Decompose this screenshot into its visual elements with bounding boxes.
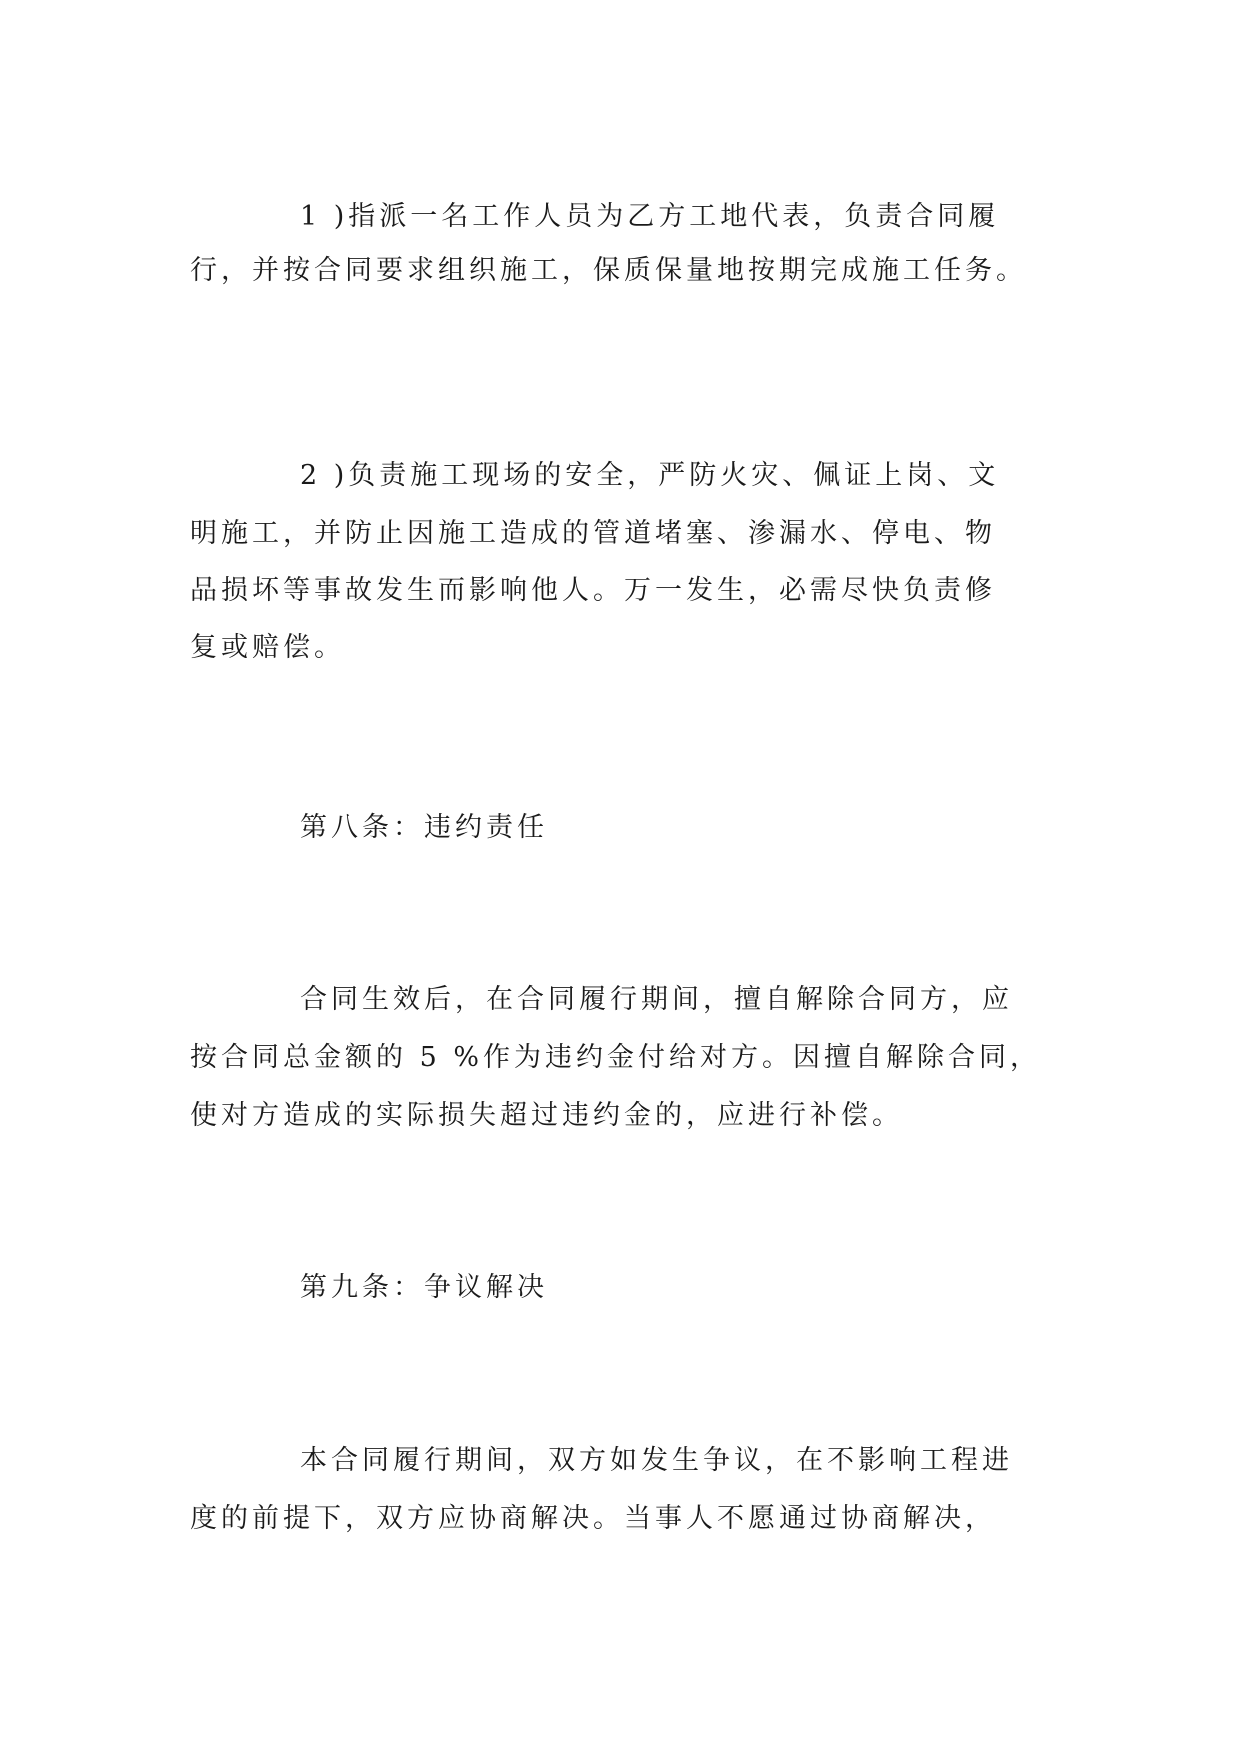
- text-line: 行，并按合同要求组织施工，保质保量地按期完成施工任务。: [190, 255, 1027, 286]
- text-line: 度的前提下，双方应协商解决。当事人不愿通过协商解决，: [190, 1503, 996, 1534]
- text-line: 按合同总金额的 5 %作为违约金付给对方。因擅自解除合同，: [190, 1042, 1041, 1073]
- text-line: 品损坏等事故发生而影响他人。万一发生，必需尽快负责修: [190, 575, 996, 606]
- section-heading-article-8: 第八条：违约责任: [300, 812, 548, 843]
- text-line: 复或赔偿。: [190, 632, 345, 663]
- text-line: 明施工，并防止因施工造成的管道堵塞、渗漏水、停电、物: [190, 518, 996, 549]
- text-line: 1 )指派一名工作人员为乙方工地代表，负责合同履: [300, 201, 1000, 232]
- text-line: 使对方造成的实际损失超过违约金的，应进行补偿。: [190, 1100, 903, 1131]
- section-heading-article-9: 第九条：争议解决: [300, 1272, 548, 1303]
- text-line: 合同生效后，在合同履行期间，擅自解除合同方，应: [300, 984, 1013, 1015]
- text-line: 本合同履行期间，双方如发生争议，在不影响工程进: [300, 1445, 1013, 1476]
- text-line: 2 )负责施工现场的安全，严防火灾、佩证上岗、文: [300, 460, 1000, 491]
